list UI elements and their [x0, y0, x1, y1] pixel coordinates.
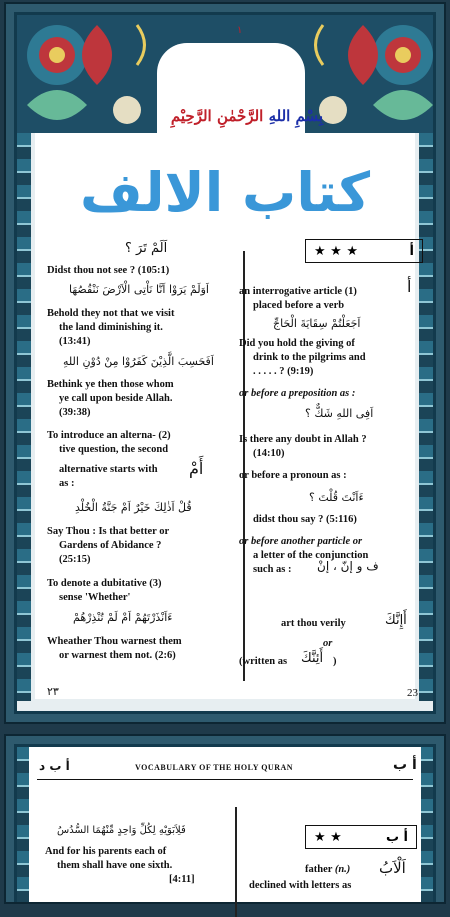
page-two-header-left: أ ب د [39, 759, 70, 773]
left-line-4d: as : [59, 478, 75, 489]
left-line-3a: Bethink ye then those whom [47, 379, 174, 390]
page-two-header-right: أ ب [393, 757, 417, 773]
page-two-frame [14, 744, 436, 902]
right-arabic-5: أَإِنَّكَ [385, 613, 407, 628]
right-line-9: or [323, 638, 333, 649]
page-two-line-1c: [4:11] [169, 874, 195, 885]
left-line-5c: (25:15) [59, 554, 91, 565]
page-title: كتاب الالف [79, 161, 371, 224]
left-arabic-5: قُلْ اَذٰلِكَ خَيْرٌ اَمْ جَنَّةُ الْخُلْدِ [75, 501, 192, 514]
entry-stars: ★ ★ ★ [314, 243, 359, 259]
left-line-4a: To introduce an alterna- (2) [47, 430, 171, 441]
page-frame [14, 12, 436, 714]
entry-box [305, 239, 423, 263]
bismillah [167, 107, 327, 125]
left-line-3c: (39:38) [59, 407, 91, 418]
page-number: 23 [407, 687, 418, 699]
left-line-5a: Say Thou : Is that better or [47, 526, 170, 537]
page-two-left-strip [17, 747, 29, 902]
right-arabic-6: أَئِنَّكَ [301, 651, 324, 666]
page-two-line-r2: declined with letters as [249, 880, 352, 891]
right-line-8: art thou verily [281, 618, 346, 629]
left-line-7b: or warnest them not. (2:6) [59, 650, 176, 661]
right-line-5: or before a pronoun as : [239, 470, 347, 481]
right-line-10-end: ) [333, 656, 337, 667]
left-line-6a: To denote a dubitative (3) [47, 578, 162, 589]
right-line-7b: a letter of the conjunction [253, 550, 369, 561]
right-arabic-1: اَجَعَلْتُمْ سِقَايَةَ الْحَاجِّ [273, 317, 361, 330]
page-two-line-1b: them shall have one sixth. [57, 860, 173, 871]
right-line-2a: Did you hold the giving of [239, 338, 355, 349]
left-arabic-2: اَوَلَمْ يَرَوْا اَنَّا نَاْتِى الْاَرْضَ نَنْقُصُهَا [69, 283, 209, 296]
right-line-10: (written as [239, 656, 288, 667]
left-arabic-3: اَفَحَسِبَ الَّذِيْنَ كَفَرُوْا مِنْ دُوْنِ اللهِ [63, 355, 214, 368]
left-line-1: Didst thou not see ? (105:1) [47, 265, 170, 276]
right-line-2c: . . . . . ? (9:19) [253, 366, 314, 377]
bismillah-blue: بِسْمِ اللهِ [268, 107, 324, 125]
right-arabic-4: ف و إنّ ، إنْ [317, 559, 379, 573]
page-two-header-title: VOCABULARY OF THE HOLY QURAN [135, 763, 294, 772]
right-line-1a: an interrogative article (1) [239, 286, 357, 297]
page-one [4, 2, 446, 724]
page-two [4, 734, 446, 904]
page-two-entry-stars: ★ ★ [314, 829, 342, 845]
right-line-2b: drink to the pilgrims and [253, 352, 366, 363]
page-two-headword: اَلْاَبُ [379, 859, 406, 877]
left-line-4b: tive question, the second [59, 444, 169, 455]
right-line-3: or before a preposition as : [239, 388, 356, 399]
left-line-4c: alternative starts with [59, 464, 158, 475]
right-arabic-3: ءَاَنْتَ قُلْتَ ؟ [309, 491, 364, 504]
right-line-7a: or before another particle or [239, 536, 363, 547]
right-headword: أ [407, 277, 412, 296]
page-two-header-rule [37, 779, 413, 780]
page-two-line-1a: And for his parents each of [45, 846, 167, 857]
page-two-word: father [305, 864, 333, 875]
left-arabic-1: اَلَمْ تَرَ ؟ [125, 241, 168, 256]
right-line-4b: (14:10) [253, 448, 285, 459]
page-two-pos: (n.) [334, 864, 351, 875]
page-two-line-r1 [305, 863, 350, 877]
bismillah-red: الرَّحْمٰنِ الرَّحِيْمِ [170, 107, 264, 125]
left-line-6b: sense 'Whether' [59, 592, 131, 603]
column-divider [243, 251, 245, 681]
left-line-2a: Behold they not that we visit [47, 308, 175, 319]
right-line-7c: such as : [253, 564, 292, 575]
left-line-3b: ye call upon beside Allah. [59, 393, 173, 404]
left-arabic-6: ءَاَنْذَرْتَهُمْ اَمْ لَمْ تُنْذِرْهُمْ [73, 611, 173, 624]
left-line-2b: the land diminishing it. [59, 322, 163, 333]
page-two-arabic-1: فَلِاَبَوَيْهِ لِكُلِّ وَاحِدٍ مِّنْهُمَا السُّدُسُ [57, 825, 186, 836]
right-line-1b: placed before a verb [253, 300, 345, 311]
page-number-arabic: ٢٣ [47, 686, 59, 698]
page-two-entry-letter: أ ب [385, 829, 408, 845]
right-arabic-2: اَفِى اللهِ شَكٌّ ؟ [305, 407, 374, 420]
page-two-right-strip [421, 747, 433, 902]
right-line-6: didst thou say ? (5:116) [253, 514, 357, 525]
left-arabic-4: أَمْ [189, 459, 204, 478]
top-mark: ١ [237, 25, 243, 36]
entry-letter: أ [409, 243, 414, 259]
right-line-4a: Is there any doubt in Allah ? [239, 434, 367, 445]
left-line-7a: Wheather Thou warnest them [47, 636, 182, 647]
page-two-entry-box [305, 825, 417, 849]
left-line-2c: (13:41) [59, 336, 91, 347]
left-line-5b: Gardens of Abidance ? [59, 540, 162, 551]
page-two-column-divider [235, 807, 237, 917]
